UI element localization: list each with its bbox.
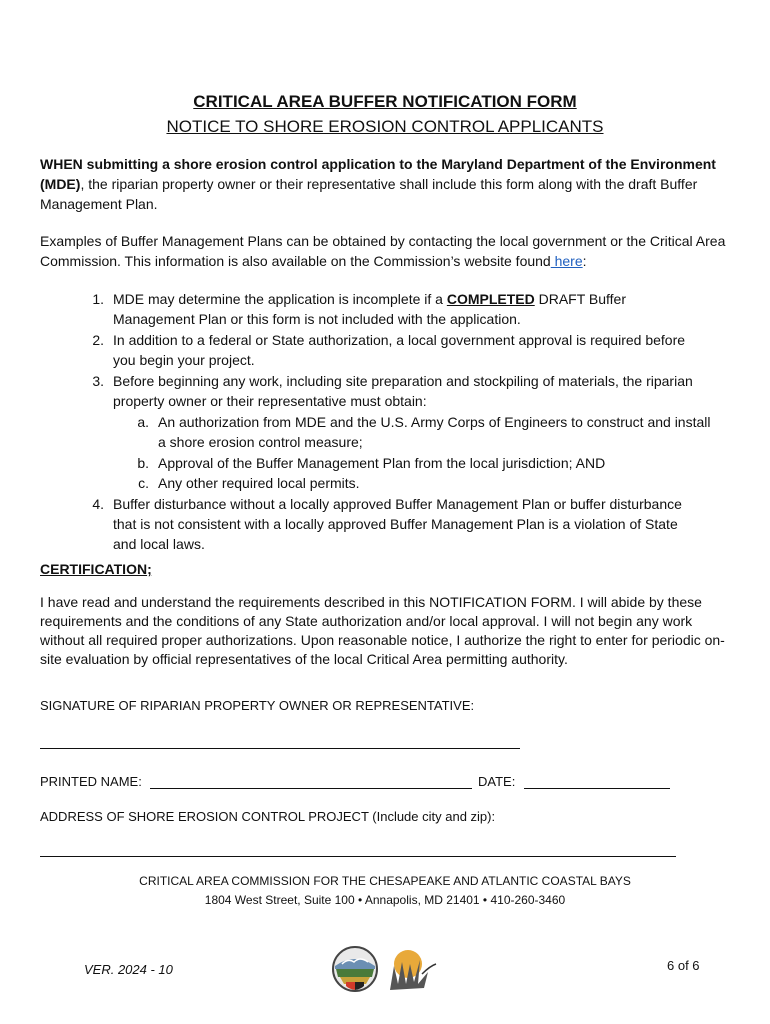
page-title: CRITICAL AREA BUFFER NOTIFICATION FORM: [193, 92, 577, 111]
page-subtitle: NOTICE TO SHORE EROSION CONTROL APPLICANTS: [166, 117, 604, 136]
intro-bold-text: WHEN submitting a shore erosion control application to the Maryland Department of the Environment (MDE): [40, 156, 716, 192]
signature-label: SIGNATURE OF RIPARIAN PROPERTY OWNER OR REPRESENTATIVE:: [40, 698, 475, 713]
list-number: 1.: [92, 291, 104, 307]
footer-organization: CRITICAL AREA COMMISSION FOR THE CHESAPEAKE AND ATLANTIC COASTAL BAYS: [139, 874, 631, 888]
printed-name-field[interactable]: [150, 788, 472, 789]
commission-logos: [330, 944, 440, 994]
here-link[interactable]: here: [550, 253, 583, 269]
list-item-text: Before beginning any work, including site preparation and stockpiling of materials, the riparian property owner or their representative must obtain:: [113, 373, 693, 409]
printed-name-label: PRINTED NAME:: [40, 774, 142, 789]
footer-address: 1804 West Street, Suite 100 • Annapolis, MD 21401 • 410-260-3460: [204, 893, 566, 907]
certification-heading-text: CERTIFICATION: [40, 561, 148, 577]
certification-text: I have read and understand the requirements described in this NOTIFICATION FORM. I will abide by these requirements and the conditions of any State authorization and/or local approval. I will not begin any work without all required proper authorizations. Upon reasonable notice, I authorize the right to enter for periodic on-site evaluation by official representatives of the local Critical Area permitting authority.: [40, 594, 725, 667]
date-label: DATE:: [478, 774, 516, 789]
item1-pre: MDE may determine the application is incomplete if a: [113, 291, 447, 307]
list-number: 2.: [92, 332, 104, 348]
examples-paragraph: [40, 231, 730, 271]
sub-list-item-text: Approval of the Buffer Management Plan from the local jurisdiction; AND: [158, 455, 606, 471]
maryland-seal-logo: [333, 947, 377, 991]
address-label: ADDRESS OF SHORE EROSION CONTROL PROJECT (Include city and zip):: [40, 809, 496, 824]
page-number: 6 of 6: [667, 958, 700, 973]
sub-list-letter: c.: [138, 475, 149, 491]
sub-list-letter: b.: [137, 455, 149, 471]
list-number: 3.: [92, 373, 104, 389]
list-item-text: Buffer disturbance without a locally approved Buffer Management Plan or buffer disturbance that is not consistent with a locally approved Buffer Management Plan is a violation of State and local laws.: [113, 496, 682, 552]
intro-paragraph: [40, 154, 730, 214]
sub-list-item-text: Any other required local permits.: [158, 475, 360, 491]
sub-list-item-text: An authorization from MDE and the U.S. Army Corps of Engineers to construct and install a shore erosion control measure;: [158, 414, 711, 450]
list-item-text: [113, 289, 703, 329]
examples-colon: :: [582, 253, 587, 269]
certification-heading-suffix: ;: [147, 561, 152, 577]
version-label: VER. 2024 - 10: [84, 962, 173, 977]
completed-emphasis: COMPLETED: [446, 291, 535, 307]
sub-list-letter: a.: [137, 414, 149, 430]
address-field[interactable]: [40, 856, 676, 857]
list-number: 4.: [92, 496, 104, 512]
examples-text: Examples of Buffer Management Plans can be obtained by contacting the local government or the Critical Area Commission. This information is also available on the Commission’s website found: [40, 233, 726, 269]
intro-rest-text: , the riparian property owner or their representative shall include this form along with the draft Buffer Management Plan.: [40, 176, 698, 212]
certification-heading: [40, 561, 152, 577]
date-field[interactable]: [524, 788, 670, 789]
item1-post: DRAFT Buffer Management Plan or this form is not included with the application.: [113, 291, 627, 327]
signature-field[interactable]: [40, 748, 520, 749]
coastal-bays-logo: [390, 950, 436, 990]
list-item-text: In addition to a federal or State authorization, a local government approval is required before you begin your project.: [113, 332, 686, 368]
